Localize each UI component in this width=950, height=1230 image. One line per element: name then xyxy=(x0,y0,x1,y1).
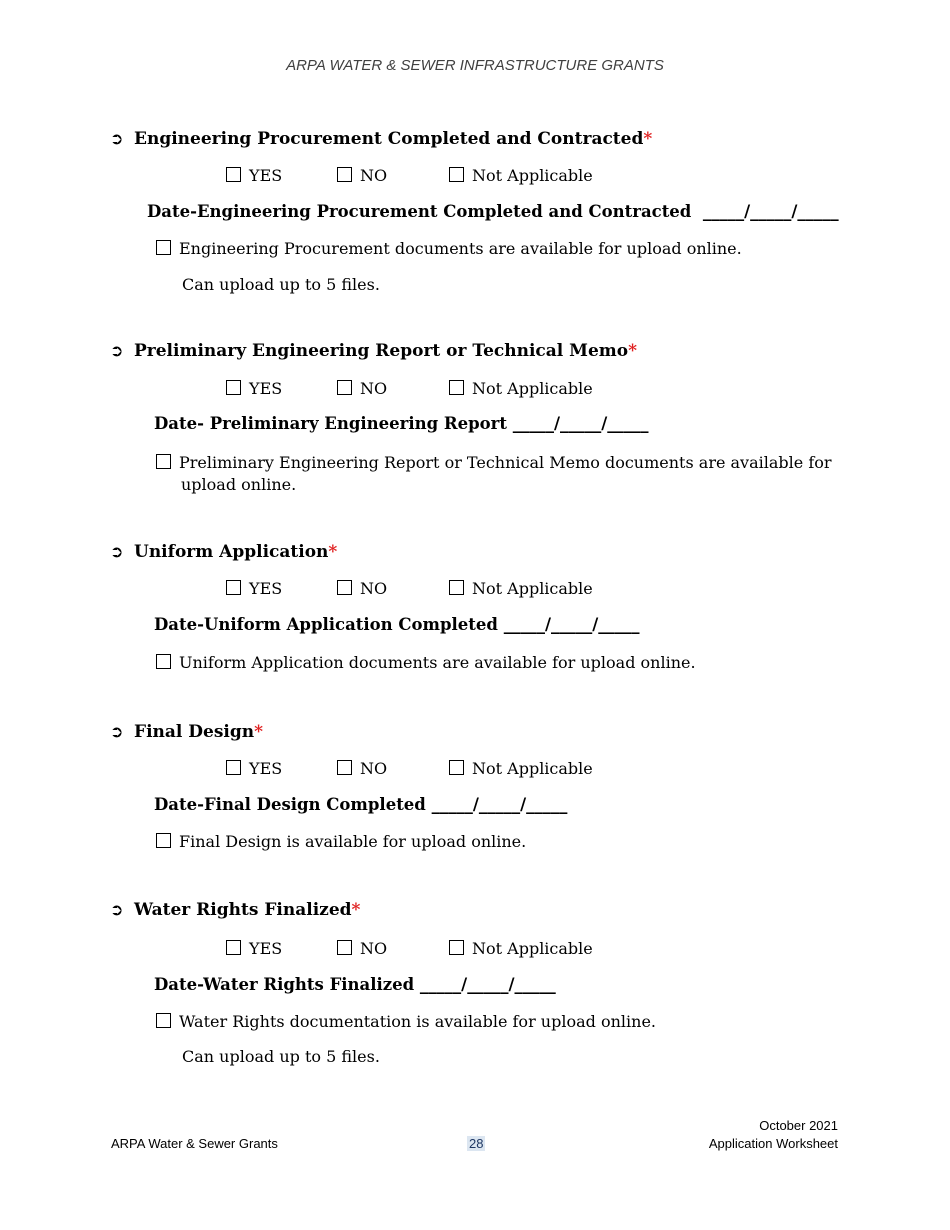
no-label: NO xyxy=(360,579,388,598)
section-title-engineering-procurement xyxy=(110,129,652,149)
yes-label: YES xyxy=(249,166,283,185)
section-title-text: Final Design xyxy=(134,722,255,742)
not-applicable-label: Not Applicable xyxy=(472,379,593,398)
section-title-text: Preliminary Engineering Report or Technical Memo xyxy=(134,341,629,361)
arrow-bullet-icon: ➲ xyxy=(110,900,124,919)
arrow-bullet-icon: ➲ xyxy=(110,722,124,741)
upload-label: Water Rights documentation is available for upload online. xyxy=(179,1012,656,1031)
checkbox-square-icon[interactable] xyxy=(226,940,241,955)
footer-right: Application Worksheet xyxy=(708,1136,838,1151)
checkbox-square-icon[interactable] xyxy=(156,833,171,848)
upload-label: Uniform Application documents are available for upload online. xyxy=(179,653,696,672)
section-title-preliminary-engineering xyxy=(110,341,637,361)
no-checkbox[interactable] xyxy=(337,166,387,185)
no-checkbox[interactable] xyxy=(337,939,387,958)
no-label: NO xyxy=(360,166,388,185)
upload-label: Engineering Procurement documents are available for upload online. xyxy=(179,239,742,258)
yes-checkbox[interactable] xyxy=(226,166,282,185)
arrow-bullet-icon: ➲ xyxy=(110,341,124,360)
not-applicable-label: Not Applicable xyxy=(472,166,593,185)
date-field[interactable]: Date-Final Design Completed _____/_____/_____ xyxy=(154,795,568,814)
upload-label: Final Design is available for upload online. xyxy=(179,832,527,851)
section-title-water-rights xyxy=(110,900,360,920)
not-applicable-label: Not Applicable xyxy=(472,759,593,778)
arrow-bullet-icon: ➲ xyxy=(110,542,124,561)
required-asterisk: * xyxy=(351,900,361,920)
yes-checkbox[interactable] xyxy=(226,379,282,398)
not-applicable-checkbox[interactable] xyxy=(449,379,593,398)
yes-label: YES xyxy=(249,939,283,958)
yes-label: YES xyxy=(249,579,283,598)
no-label: NO xyxy=(360,759,388,778)
upload-checkbox[interactable] xyxy=(156,1011,656,1033)
upload-checkbox[interactable] xyxy=(156,238,742,260)
checkbox-square-icon[interactable] xyxy=(449,167,464,182)
page-number xyxy=(467,1136,485,1151)
checkbox-square-icon[interactable] xyxy=(449,580,464,595)
not-applicable-label: Not Applicable xyxy=(472,939,593,958)
yes-label: YES xyxy=(249,759,283,778)
date-field[interactable]: Date- Preliminary Engineering Report _____/_____/_____ xyxy=(154,414,649,433)
required-asterisk: * xyxy=(328,542,338,562)
no-checkbox[interactable] xyxy=(337,579,387,598)
checkbox-square-icon[interactable] xyxy=(226,580,241,595)
footer-date: October 2021 xyxy=(759,1118,838,1133)
section-title-text: Water Rights Finalized xyxy=(134,900,352,920)
section-title-uniform-application xyxy=(110,542,337,562)
checkbox-square-icon[interactable] xyxy=(449,380,464,395)
checkbox-square-icon[interactable] xyxy=(337,380,352,395)
date-field[interactable]: Date-Uniform Application Completed _____/_____/_____ xyxy=(154,615,640,634)
yes-checkbox[interactable] xyxy=(226,939,282,958)
upload-checkbox[interactable] xyxy=(156,452,836,474)
section-title-final-design xyxy=(110,722,263,742)
checkbox-square-icon[interactable] xyxy=(449,760,464,775)
date-field[interactable]: Date-Engineering Procurement Completed and Contracted _____/_____/_____ xyxy=(147,202,839,221)
no-checkbox[interactable] xyxy=(337,759,387,778)
checkbox-square-icon[interactable] xyxy=(226,167,241,182)
not-applicable-checkbox[interactable] xyxy=(449,759,593,778)
checkbox-square-icon[interactable] xyxy=(337,760,352,775)
date-field[interactable]: Date-Water Rights Finalized _____/_____/_____ xyxy=(154,975,556,994)
upload-label-continued: upload online. xyxy=(181,475,297,494)
not-applicable-checkbox[interactable] xyxy=(449,579,593,598)
upload-note: Can upload up to 5 files. xyxy=(182,275,380,294)
not-applicable-label: Not Applicable xyxy=(472,579,593,598)
upload-note: Can upload up to 5 files. xyxy=(182,1047,380,1066)
checkbox-square-icon[interactable] xyxy=(337,940,352,955)
upload-label: Preliminary Engineering Report or Technical Memo documents are available for xyxy=(179,453,832,472)
no-label: NO xyxy=(360,379,388,398)
no-checkbox[interactable] xyxy=(337,379,387,398)
arrow-bullet-icon: ➲ xyxy=(110,129,124,148)
page-number-text: 28 xyxy=(469,1136,484,1151)
footer-left: ARPA Water & Sewer Grants xyxy=(111,1136,278,1151)
checkbox-square-icon[interactable] xyxy=(337,167,352,182)
not-applicable-checkbox[interactable] xyxy=(449,939,593,958)
upload-checkbox[interactable] xyxy=(156,831,526,853)
checkbox-square-icon[interactable] xyxy=(226,380,241,395)
checkbox-square-icon[interactable] xyxy=(156,654,171,669)
not-applicable-checkbox[interactable] xyxy=(449,166,593,185)
checkbox-square-icon[interactable] xyxy=(337,580,352,595)
checkbox-square-icon[interactable] xyxy=(156,240,171,255)
yes-label: YES xyxy=(249,379,283,398)
checkbox-square-icon[interactable] xyxy=(156,1013,171,1028)
upload-checkbox[interactable] xyxy=(156,652,696,674)
yes-checkbox[interactable] xyxy=(226,579,282,598)
required-asterisk: * xyxy=(628,341,638,361)
checkbox-square-icon[interactable] xyxy=(156,454,171,469)
no-label: NO xyxy=(360,939,388,958)
required-asterisk: * xyxy=(643,129,653,149)
checkbox-square-icon[interactable] xyxy=(449,940,464,955)
section-title-text: Uniform Application xyxy=(134,542,329,562)
section-title-text: Engineering Procurement Completed and Contracted xyxy=(134,129,644,149)
checkbox-square-icon[interactable] xyxy=(226,760,241,775)
required-asterisk: * xyxy=(254,722,264,742)
yes-checkbox[interactable] xyxy=(226,759,282,778)
page-header: ARPA WATER & SEWER INFRASTRUCTURE GRANTS xyxy=(286,57,664,74)
